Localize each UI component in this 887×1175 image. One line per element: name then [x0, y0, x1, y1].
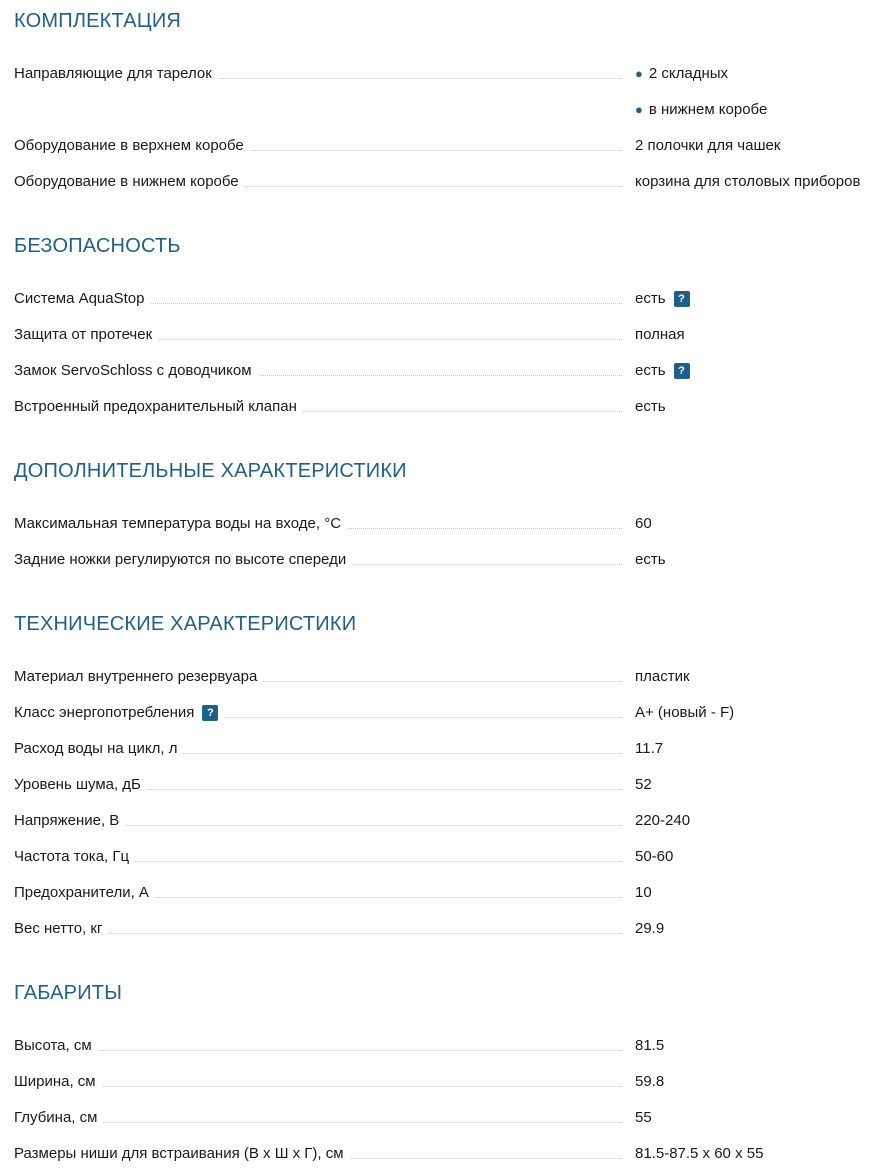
section-equipment — [14, 6, 884, 200]
spec-label: Предохранители, А — [14, 875, 155, 911]
spec-value: есть ? — [635, 281, 690, 317]
spec-label: Материал внутреннего резервуара — [14, 659, 263, 695]
spec-row — [14, 281, 884, 317]
spec-value: 60 — [635, 515, 652, 532]
spec-value: 11.7 — [635, 740, 664, 757]
spec-row — [14, 803, 884, 839]
spec-label: Уровень шума, дБ — [14, 767, 147, 803]
spec-value: есть ? — [635, 353, 690, 389]
spec-value: A+ (новый - F) — [635, 704, 735, 721]
spec-row — [14, 164, 884, 200]
spec-label: Напряжение, В — [14, 803, 125, 839]
spec-value: 81.5-87.5 x 60 x 55 — [635, 1145, 764, 1162]
spec-row — [14, 317, 884, 353]
spec-label: Вес нетто, кг — [14, 911, 108, 947]
spec-label: Расход воды на цикл, л — [14, 731, 183, 767]
spec-row — [14, 128, 884, 164]
spec-label: Оборудование в нижнем коробе — [14, 164, 245, 200]
spec-label: Частота тока, Гц — [14, 839, 135, 875]
spec-label: Класс энергопотребления ? — [14, 695, 224, 731]
spec-row — [14, 506, 884, 542]
spec-row — [14, 56, 884, 92]
spec-value: полная — [635, 326, 685, 343]
section-additional — [14, 456, 884, 578]
section-dimensions — [14, 978, 884, 1172]
spec-label: Высота, см — [14, 1028, 98, 1064]
spec-row — [14, 1064, 884, 1100]
spec-row — [14, 92, 884, 128]
spec-value: 220-240 — [635, 812, 691, 829]
spec-row — [14, 659, 884, 695]
spec-label: Замок ServoSchloss с доводчиком — [14, 353, 258, 389]
spec-label: Система AquaStop — [14, 281, 150, 317]
section-title: КОМПЛЕКТАЦИЯ — [14, 10, 182, 32]
spec-row — [14, 695, 884, 731]
spec-row — [14, 542, 884, 578]
spec-row — [14, 1136, 884, 1172]
spec-value: ● в нижнем коробе — [635, 101, 768, 118]
spec-row — [14, 839, 884, 875]
spec-value: 81.5 — [635, 1037, 665, 1054]
spec-value: ● 2 складных — [635, 65, 729, 82]
spec-label: Задние ножки регулируются по высоте спереди — [14, 542, 352, 578]
spec-row — [14, 353, 884, 389]
spec-value: 2 полочки для чашек — [635, 137, 781, 154]
help-icon[interactable]: ? — [674, 363, 690, 379]
spec-label: Ширина, см — [14, 1064, 102, 1100]
spec-row — [14, 731, 884, 767]
spec-label: Направляющие для тарелок — [14, 56, 218, 92]
help-icon[interactable]: ? — [202, 705, 218, 721]
spec-label: Защита от протечек — [14, 317, 158, 353]
spec-row — [14, 1028, 884, 1064]
spec-row — [14, 767, 884, 803]
spec-value: есть — [635, 551, 666, 568]
spec-value: 10 — [635, 884, 652, 901]
spec-value: корзина для столовых приборов — [635, 173, 861, 190]
bullet-icon: ● — [635, 66, 643, 81]
spec-row — [14, 1100, 884, 1136]
spec-value: 52 — [635, 776, 652, 793]
spec-value: 59.8 — [635, 1073, 665, 1090]
spec-value: пластик — [635, 668, 690, 685]
spec-label: Размеры ниши для встраивания (В x Ш x Г), см — [14, 1136, 350, 1172]
section-title: ДОПОЛНИТЕЛЬНЫЕ ХАРАКТЕРИСТИКИ — [14, 460, 407, 482]
spec-row — [14, 389, 884, 425]
spec-label: Глубина, см — [14, 1100, 103, 1136]
section-title: ТЕХНИЧЕСКИЕ ХАРАКТЕРИСТИКИ — [14, 613, 357, 635]
help-icon[interactable]: ? — [674, 291, 690, 307]
section-title: БЕЗОПАСНОСТЬ — [14, 235, 181, 257]
spec-value: 55 — [635, 1109, 652, 1126]
section-safety — [14, 231, 884, 425]
section-technical — [14, 609, 884, 947]
spec-label: Оборудование в верхнем коробе — [14, 128, 250, 164]
spec-value: 29.9 — [635, 920, 665, 937]
spec-label: Встроенный предохранительный клапан — [14, 389, 303, 425]
spec-value: 50-60 — [635, 848, 674, 865]
spec-value: есть — [635, 398, 666, 415]
section-title: ГАБАРИТЫ — [14, 982, 123, 1004]
bullet-icon: ● — [635, 102, 643, 117]
spec-row — [14, 911, 884, 947]
spec-label: Максимальная температура воды на входе, °C — [14, 506, 347, 542]
spec-row — [14, 875, 884, 911]
